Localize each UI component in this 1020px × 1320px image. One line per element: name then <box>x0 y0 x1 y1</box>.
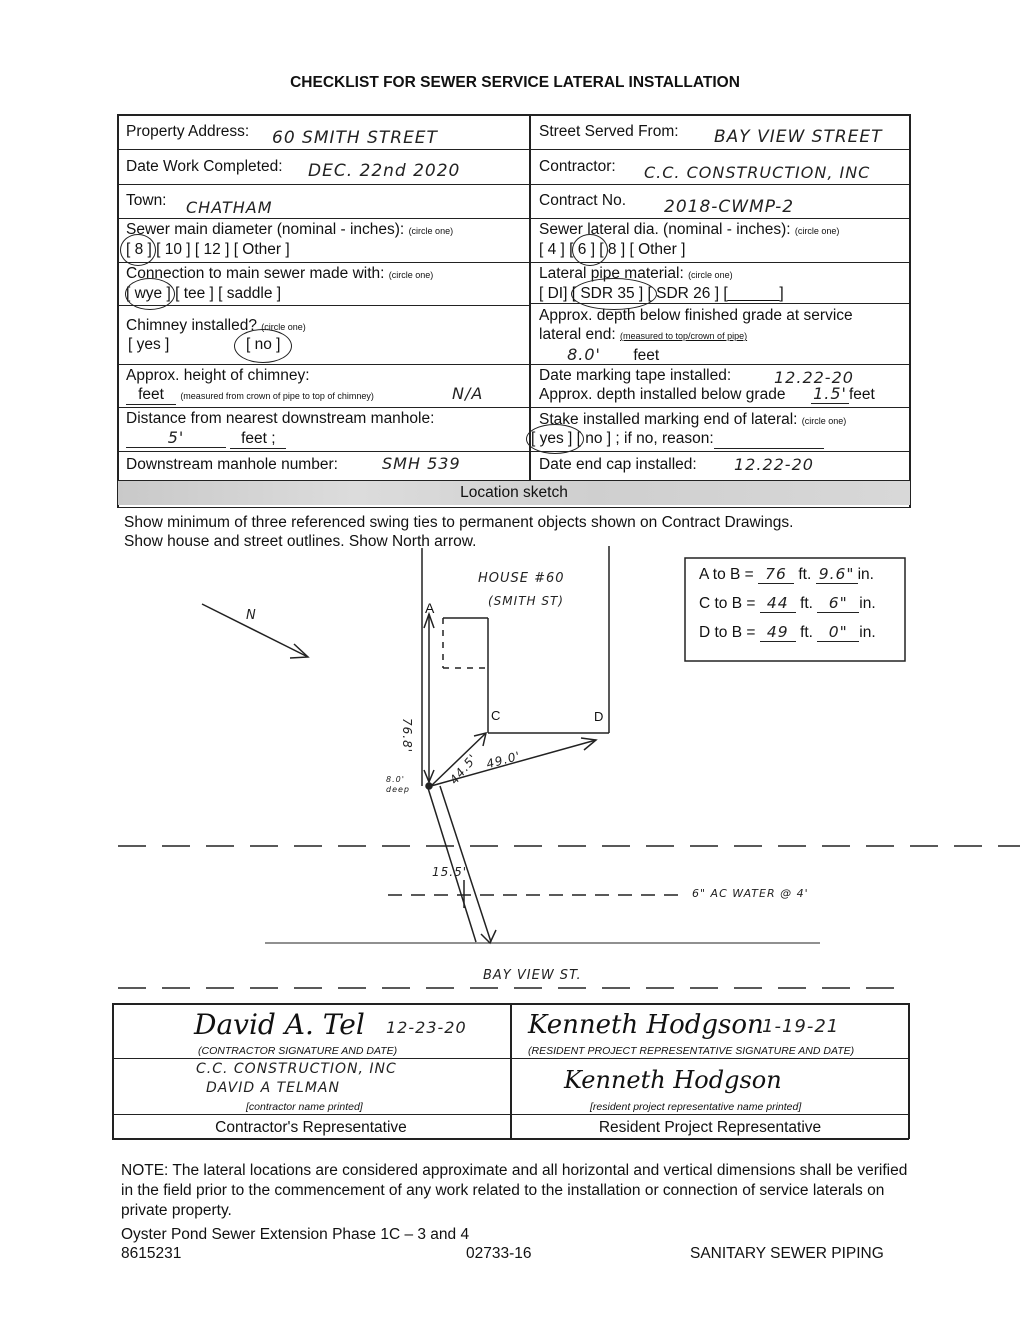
tape-depth-label: Approx. depth installed below grade <box>539 386 786 403</box>
stake-label: Stake installed marking end of lateral: (circle one) <box>539 411 847 428</box>
tie-row: D to B = 49 ft. 0" in. <box>699 623 876 641</box>
property-address-value: 60 SMITH STREET <box>272 128 438 148</box>
footer-project: Oyster Pond Sewer Extension Phase 1C – 3 and 4 <box>121 1226 470 1243</box>
contractor-footer: Contractor's Representative <box>215 1119 407 1136</box>
chimney-label: Chimney installed? (circle one) <box>126 317 306 334</box>
chimney-height-value: N/A <box>452 384 484 403</box>
street-label: BAY VIEW ST. <box>483 968 582 983</box>
depth-label-1: Approx. depth below finished grade at service <box>539 307 853 324</box>
dim-cb: 44.5' <box>446 751 481 787</box>
circle-mark <box>526 424 584 454</box>
tape-date-label: Date marking tape installed: <box>539 367 732 384</box>
dim-lateral: 15.5' <box>432 865 468 879</box>
circle-mark <box>125 278 175 310</box>
north-label: N <box>246 608 257 623</box>
distance-label: Distance from nearest downstream manhole: <box>126 410 435 427</box>
point-c-label: C <box>491 708 501 723</box>
circle-mark <box>572 234 608 266</box>
sewer-main-label: Sewer main diameter (nominal - inches): (circle one) <box>126 221 454 238</box>
depth-note: 8.0' deep <box>386 775 410 794</box>
tape-date-value: 12.22-20 <box>774 368 854 387</box>
manhole-value: SMH 539 <box>382 454 461 473</box>
chimney-height-line: feet (measured from crown of pipe to top of chimney) <box>126 386 374 405</box>
resident-name-caption: [resident project representative name printed] <box>590 1101 802 1113</box>
tie-row: A to B = 76 ft. 9.6" in. <box>699 565 874 583</box>
manhole-label: Downstream manhole number: <box>126 456 338 473</box>
contractor-sign-date: 12-23-20 <box>386 1018 467 1037</box>
point-a-label: A <box>425 600 435 616</box>
depth-label-2: lateral end: (measured to top/crown of pipe) <box>539 326 748 343</box>
contractor-name-2: DAVID A TELMAN <box>206 1080 340 1096</box>
contractor-label: Contractor: <box>539 158 616 175</box>
sketch-instruction-1: Show minimum of three referenced swing ties to permanent objects shown on Contract Drawings. <box>124 514 794 531</box>
chimney-yes: [ yes ] <box>128 336 170 353</box>
circle-mark <box>120 234 156 266</box>
contract-no-value: 2018-CWMP-2 <box>664 197 795 217</box>
town-value: CHATHAM <box>186 198 273 217</box>
sketch-instruction-2: Show house and street outlines. Show North arrow. <box>124 533 477 550</box>
property-address-label: Property Address: <box>126 123 250 140</box>
dim-ab: 76.8' <box>400 718 414 754</box>
page-title: CHECKLIST FOR SEWER SERVICE LATERAL INSTALLATION <box>290 74 740 91</box>
connection-options: [ wye ] [ tee ] [ saddle ] <box>126 285 282 302</box>
depth-line: 8.0' feet <box>539 345 659 365</box>
contractor-value: C.C. CONSTRUCTION, INC <box>644 163 871 182</box>
footer-number: 8615231 <box>121 1245 182 1262</box>
contractor-sig-caption: (CONTRACTOR SIGNATURE AND DATE) <box>198 1045 398 1057</box>
contract-no-label: Contract No. <box>539 192 627 209</box>
distance-line: 5' feet ; <box>126 428 286 449</box>
resident-signature: Kenneth Hodgson <box>528 1010 764 1040</box>
tie-row: C to B = 44 ft. 6" in. <box>699 594 876 612</box>
resident-name: Kenneth Hodgson <box>564 1066 782 1094</box>
circle-mark <box>571 278 657 310</box>
contractor-signature: David A. Tel <box>194 1008 365 1041</box>
dim-db: 49.0' <box>484 748 523 772</box>
town-label: Town: <box>126 192 167 209</box>
endcap-value: 12.22-20 <box>734 455 814 474</box>
footer-note: NOTE: The lateral locations are considered approximate and all horizontal and vertical dimensions shall be verified in the field prior to the commencement of any work related to the installation or connection of service laterals on private property. <box>121 1162 908 1219</box>
lateral-dia-options: [ 4 ] [ 6 ] [ 8 ] [ Other ] <box>539 241 686 258</box>
lateral-dia-label: Sewer lateral dia. (nominal - inches): (circle one) <box>539 221 840 238</box>
contractor-name-1: C.C. CONSTRUCTION, INC <box>196 1061 397 1077</box>
contractor-name-caption: [contractor name printed] <box>246 1101 363 1113</box>
footer-section: 02733-16 <box>466 1245 532 1262</box>
pipe-material-options: [ DI] [ SDR 35 ] [ SDR 26 ] [______] <box>539 285 784 302</box>
street-served-label: Street Served From: <box>539 123 679 140</box>
footer-category: SANITARY SEWER PIPING <box>690 1245 884 1262</box>
resident-sig-caption: (RESIDENT PROJECT REPRESENTATIVE SIGNATURE AND DATE) <box>528 1045 855 1057</box>
chimney-no: [ no ] <box>246 336 281 353</box>
location-sketch-label: Location sketch <box>460 484 568 501</box>
resident-sign-date: 1-19-21 <box>762 1016 840 1037</box>
sewer-main-options: [ 8 ] [ 10 ] [ 12 ] [ Other ] <box>126 241 290 258</box>
date-completed-value: DEC. 22nd 2020 <box>308 161 461 181</box>
stake-options: [ yes ] [ no ] ; if no, reason: <box>531 430 824 449</box>
house-label-1: HOUSE #60 <box>478 571 565 586</box>
house-label-2: (SMITH ST) <box>488 594 564 608</box>
street-served-value: BAY VIEW STREET <box>714 127 883 147</box>
point-d-label: D <box>594 709 604 724</box>
circle-mark <box>234 329 292 363</box>
chimney-height-label: Approx. height of chimney: <box>126 367 310 384</box>
tie-table <box>699 565 876 652</box>
resident-footer: Resident Project Representative <box>598 1119 822 1136</box>
water-label: 6" AC WATER @ 4' <box>692 887 809 900</box>
date-completed-label: Date Work Completed: <box>126 158 283 175</box>
endcap-label: Date end cap installed: <box>539 456 697 473</box>
tape-depth-line: 1.5' feet <box>811 384 875 404</box>
pipe-material-label: Lateral pipe material: (circle one) <box>539 265 733 282</box>
connection-label: Connection to main sewer made with: (circle one) <box>126 265 434 282</box>
